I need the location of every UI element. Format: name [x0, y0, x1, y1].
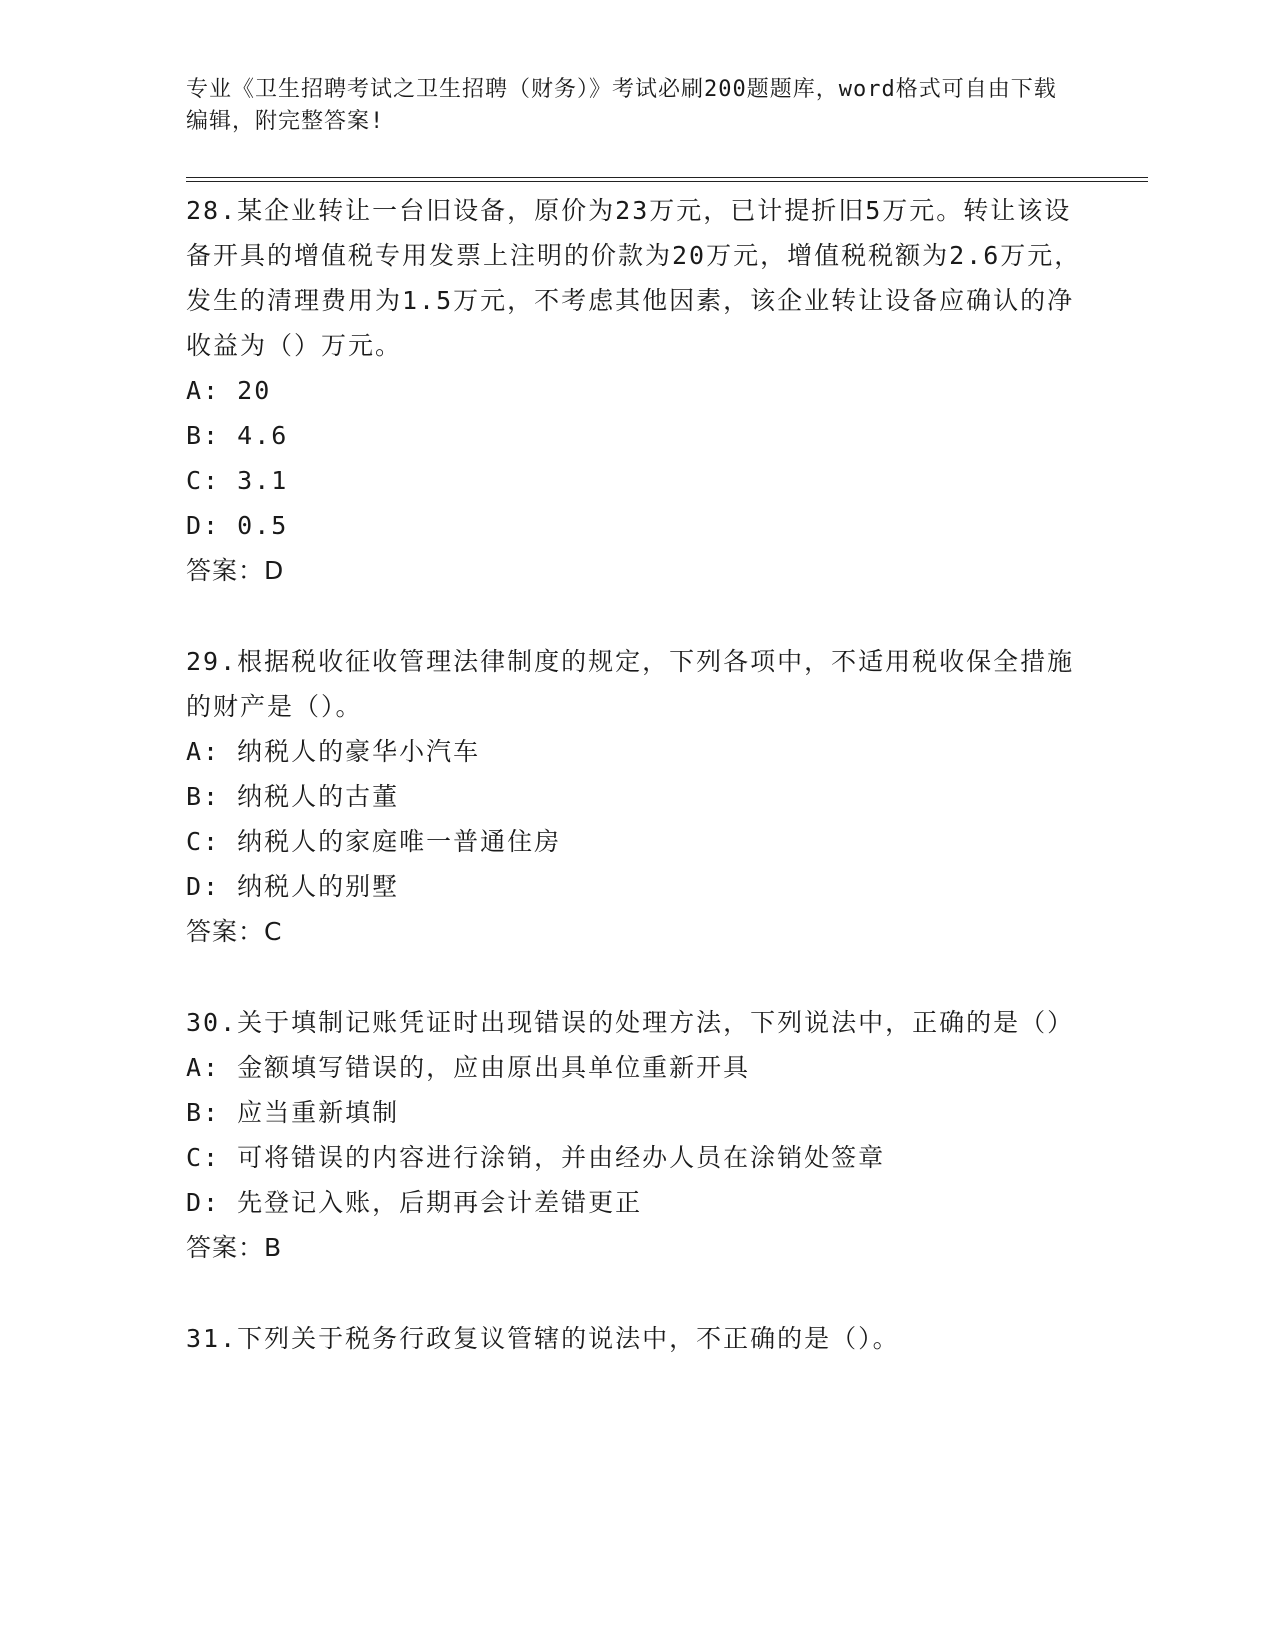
- option-b: B: 纳税人的古董: [186, 782, 400, 811]
- question-31: [186, 1316, 1086, 1361]
- option-c: C: 纳税人的家庭唯一普通住房: [186, 827, 562, 856]
- question-28: [186, 188, 1086, 593]
- answer: 答案：D: [186, 556, 285, 585]
- option-a: A: 纳税人的豪华小汽车: [186, 737, 481, 766]
- question-stem: 28.某企业转让一台旧设备，原价为23万元，已计提折旧5万元。转让该设备开具的增值税专用发票上注明的价款为20万元，增值税税额为2.6万元，发生的清理费用为1.5万元，不考虑其他因素，该企业转让设备应确认的净收益为（）万元。: [186, 196, 1082, 360]
- answer: 答案：B: [186, 1233, 283, 1262]
- question-stem: 30.关于填制记账凭证时出现错误的处理方法，下列说法中，正确的是（）: [186, 1008, 1075, 1037]
- question-30: [186, 1000, 1086, 1270]
- option-c: C: 可将错误的内容进行涂销，并由经办人员在涂销处签章: [186, 1143, 886, 1172]
- question-list: [186, 188, 1086, 1407]
- option-c: C: 3.1: [186, 466, 289, 495]
- option-a: A: 金额填写错误的，应由原出具单位重新开具: [186, 1053, 751, 1082]
- document-header: 专业《卫生招聘考试之卫生招聘（财务）》考试必刷200题题库，word格式可自由下载编辑，附完整答案!: [186, 77, 1057, 134]
- option-b: B: 应当重新填制: [186, 1098, 400, 1127]
- question-29: [186, 639, 1086, 954]
- question-stem: 31.下列关于税务行政复议管辖的说法中，不正确的是（）。: [186, 1324, 900, 1353]
- question-stem: 29.根据税收征收管理法律制度的规定，下列各项中，不适用税收保全措施的财产是（）。: [186, 647, 1075, 721]
- option-d: D: 先登记入账，后期再会计差错更正: [186, 1188, 643, 1217]
- header-divider: [186, 177, 1148, 182]
- option-d: D: 0.5: [186, 511, 289, 540]
- option-a: A: 20: [186, 376, 272, 405]
- answer: 答案：C: [186, 917, 283, 946]
- option-b: B: 4.6: [186, 421, 289, 450]
- option-d: D: 纳税人的别墅: [186, 872, 400, 901]
